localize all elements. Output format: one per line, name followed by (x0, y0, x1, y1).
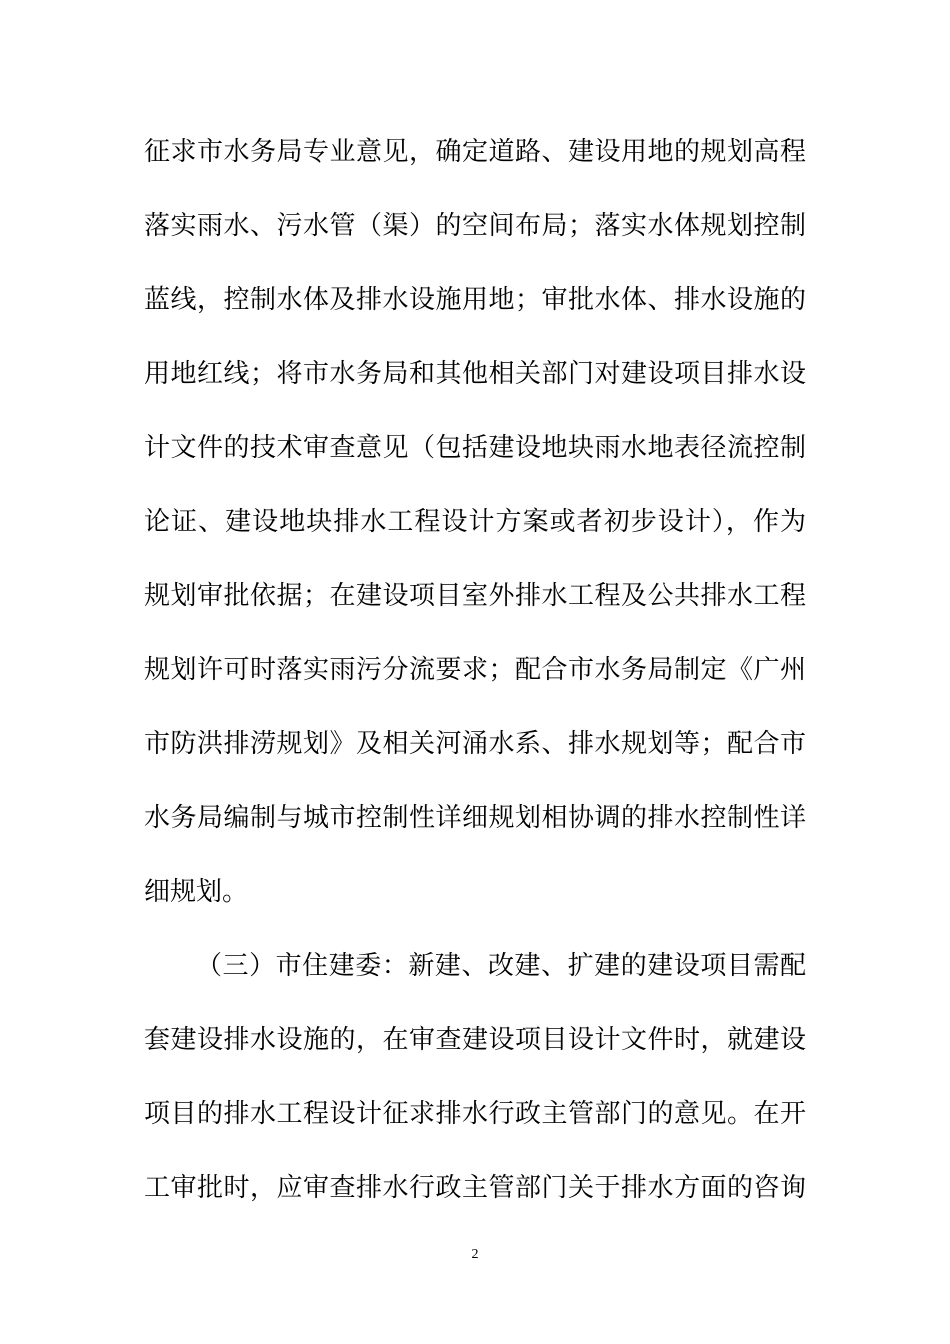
paragraph-1-line-5: 计文件的技术审查意见（包括建设地块雨水地表径流控制 (144, 433, 806, 463)
paragraph-1-line-4: 用地红线；将市水务局和其他相关部门对建设项目排水设 (144, 359, 806, 389)
paragraph-1-line-1: 征求市水务局专业意见，确定道路、建设用地的规划高程 (144, 137, 806, 167)
paragraph-1-line-10: 水务局编制与城市控制性详细规划相协调的排水控制性详 (144, 803, 806, 833)
paragraph-2-line-2: 套建设排水设施的，在审查建设项目设计文件时，就建设 (144, 1025, 806, 1055)
paragraph-1-line-3: 蓝线，控制水体及排水设施用地；审批水体、排水设施的 (144, 285, 806, 315)
paragraph-2-line-3: 项目的排水工程设计征求排水行政主管部门的意见。在开 (144, 1099, 806, 1129)
paragraph-1-line-9: 市防洪排涝规划》及相关河涌水系、排水规划等；配合市 (144, 729, 806, 759)
paragraph-1-line-2: 落实雨水、污水管（渠）的空间布局；落实水体规划控制 (144, 211, 806, 241)
paragraph-1-line-8: 规划许可时落实雨污分流要求；配合市水务局制定《广州 (144, 655, 806, 685)
paragraph-2-line-4: 工审批时，应审查排水行政主管部门关于排水方面的咨询 (144, 1173, 806, 1203)
paragraph-1-line-7: 规划审批依据；在建设项目室外排水工程及公共排水工程 (144, 581, 806, 611)
paragraph-2-line-1: （三）市住建委：新建、改建、扩建的建设项目需配 (196, 951, 806, 981)
paragraph-1-line-6: 论证、建设地块排水工程设计方案或者初步设计），作为 (144, 507, 806, 537)
page-number: 2 (471, 1247, 479, 1262)
paragraph-1-line-11: 细规划。 (144, 877, 249, 907)
